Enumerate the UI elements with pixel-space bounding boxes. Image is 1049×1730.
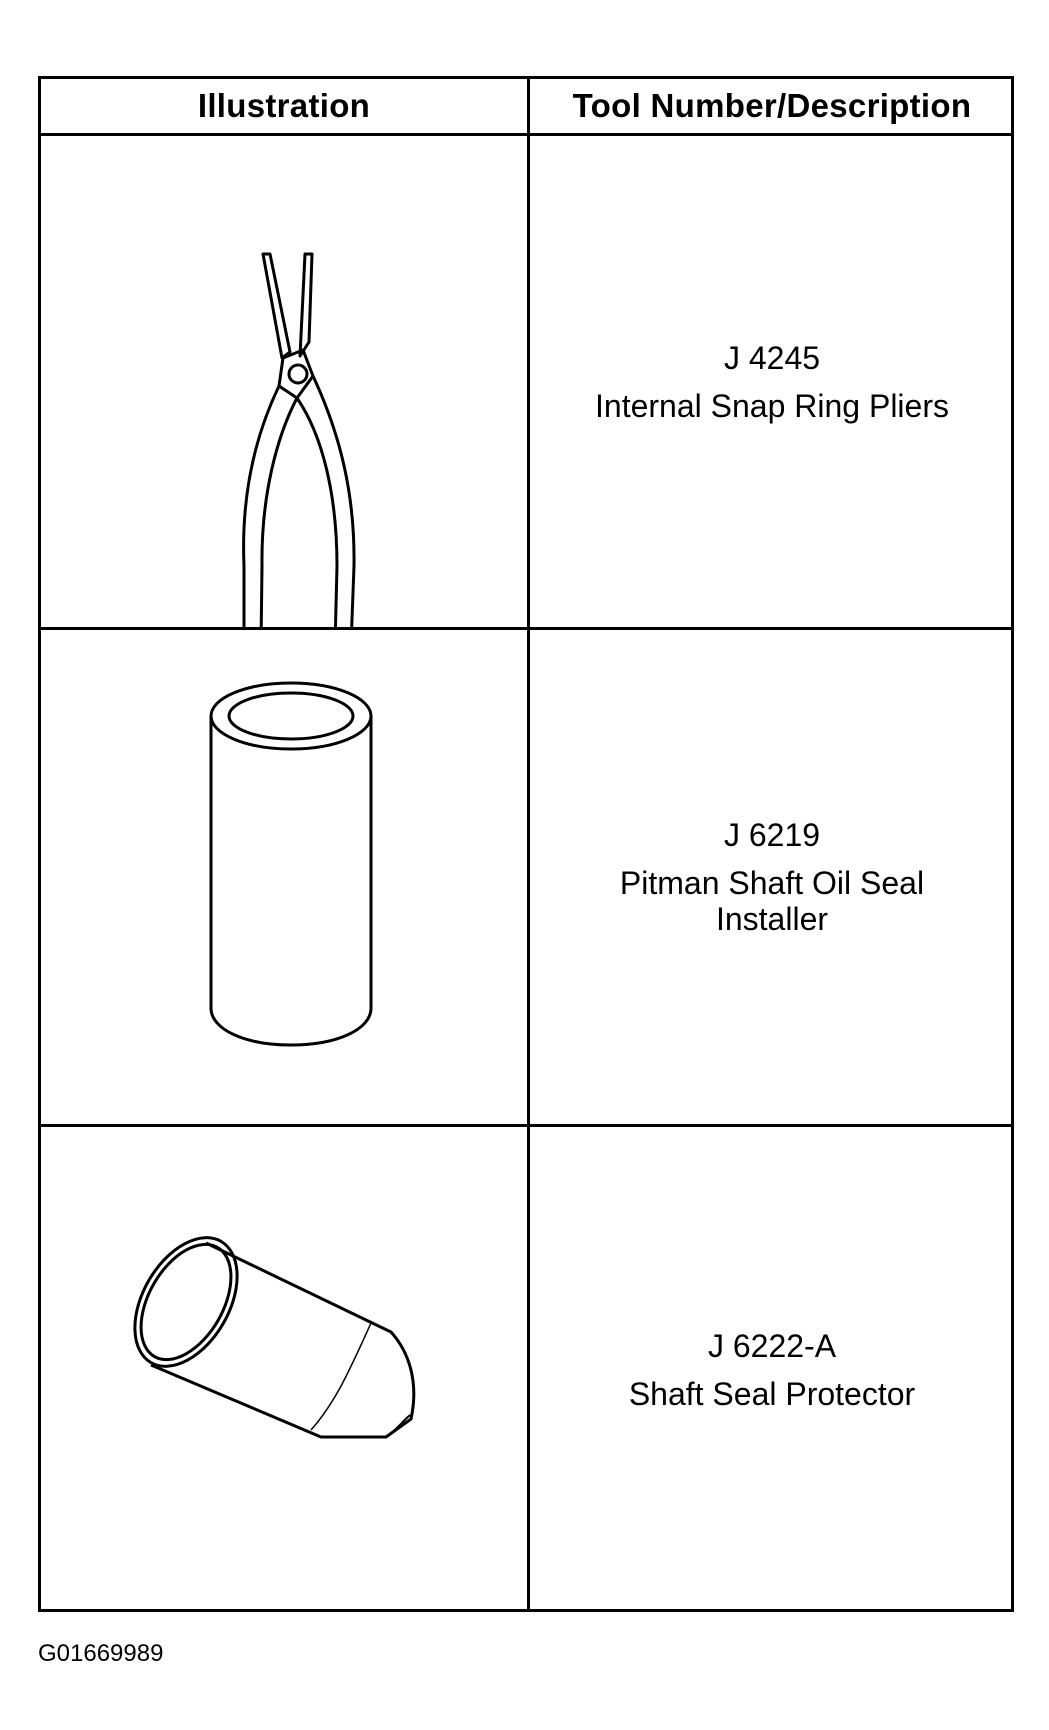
- tool-description-cell: [530, 1127, 1014, 1612]
- illustration-cell: [41, 630, 527, 1124]
- illustration-cell: [41, 136, 527, 627]
- tool-description: Pitman Shaft Oil Seal Installer: [619, 865, 925, 937]
- tool-description-cell: [530, 136, 1014, 627]
- illustration-cell: [41, 1127, 527, 1612]
- tool-number: J 6222-A: [707, 1327, 837, 1364]
- tool-table: [38, 76, 1014, 1612]
- figure-id: G01669989: [38, 1640, 164, 1667]
- tool-description-cell: [530, 630, 1014, 1124]
- snap-ring-pliers-icon: [41, 136, 527, 627]
- header-tool-description: Tool Number/Description: [572, 87, 972, 124]
- header-illustration: Illustration: [197, 87, 371, 124]
- tool-description: Shaft Seal Protector: [628, 1375, 916, 1412]
- seal-installer-icon: [41, 630, 527, 1124]
- tool-number: J 6219: [723, 817, 821, 853]
- tool-description: Internal Snap Ring Pliers: [595, 387, 949, 424]
- tool-number: J 4245: [723, 339, 821, 376]
- seal-protector-icon: [41, 1127, 527, 1612]
